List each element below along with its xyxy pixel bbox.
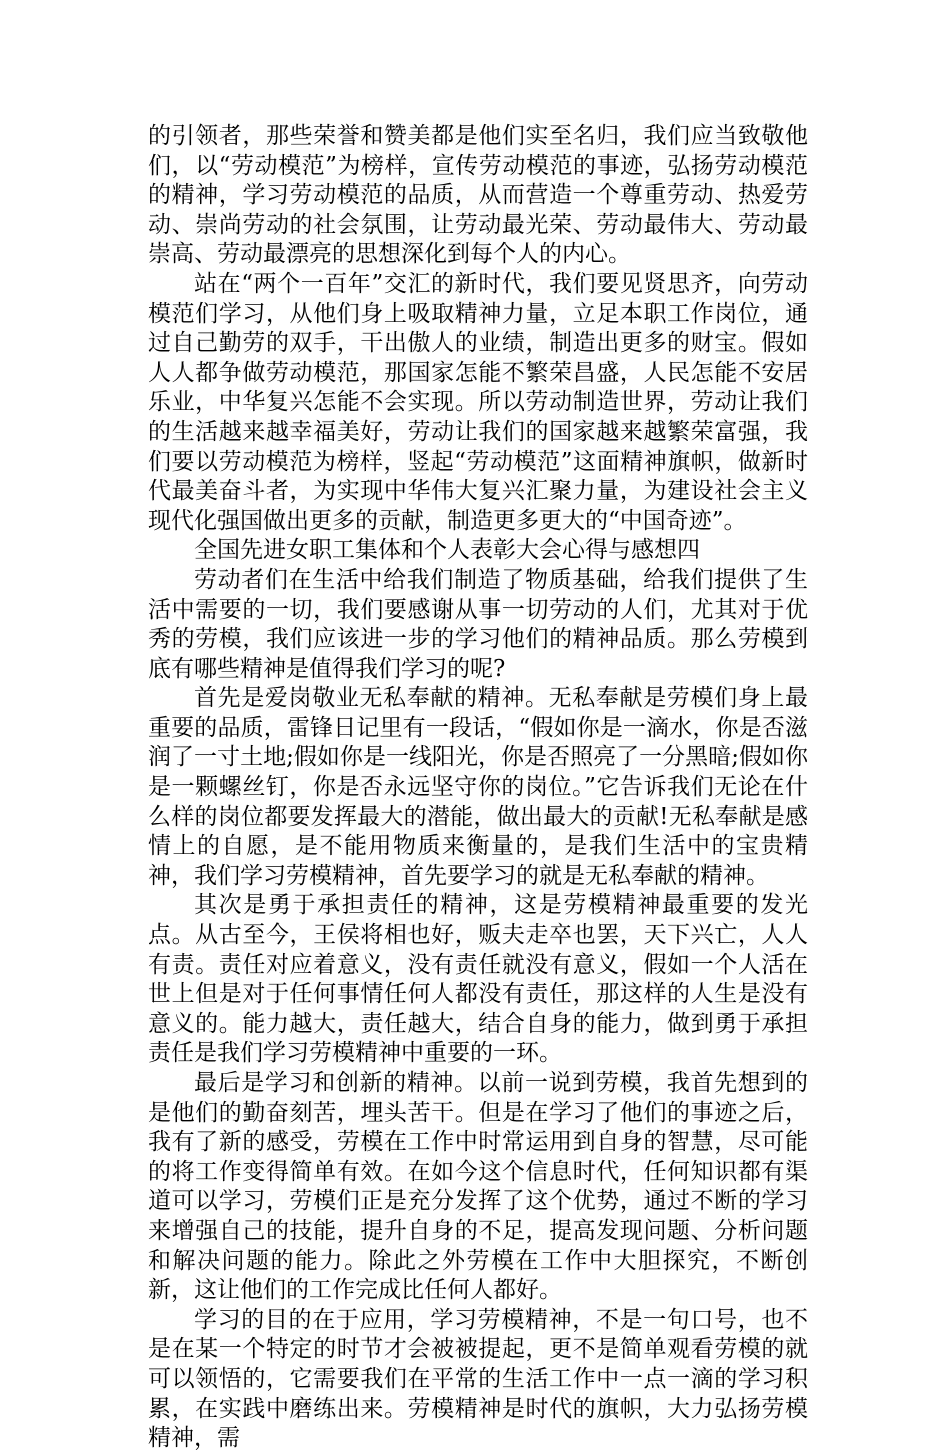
paragraph: 学习的目的在于应用，学习劳模精神，不是一句口号，也不是在某一个特定的时节才会被被提起，更不是简单观看劳模的就可以领悟的，它需要我们在平常的生活工作中一点一滴的学习积累，在实践中磨练出来。劳模精神是时代的旗帜，大力弘扬劳模精神，需 — [148, 1306, 808, 1452]
document-page — [148, 122, 808, 1454]
paragraph-continuation: 的引领者，那些荣誉和赞美都是他们实至名归，我们应当致敬他们，以“劳动模范”为榜样，宣传劳动模范的事迹，弘扬劳动模范的精神，学习劳动模范的品质，从而营造一个尊重劳动、热爱劳动、崇尚劳动的社会氛围，让劳动最光荣、劳动最伟大、劳动最崇高、劳动最漂亮的思想深化到每个人的内心。 — [148, 123, 808, 268]
paragraph: 站在“两个一百年”交汇的新时代，我们要见贤思齐，向劳动模范们学习，从他们身上吸取精神力量，立足本职工作岗位，通过自己勤劳的双手，干出傲人的业绩，制造出更多的财宝。假如人人都争做劳动模范，那国家怎能不繁荣昌盛，人民怎能不安居乐业，中华复兴怎能不会实现。所以劳动制造世界，劳动让我们的生活越来越幸福美好，劳动让我们的国家越来越繁荣富强，我们要以劳动模范为榜样，竖起“劳动模范”这面精神旗帜，做新时代最美奋斗者，为实现中华伟大复兴汇聚力量，为建设社会主义现代化强国做出更多的贡献，制造更多更大的“中国奇迹”。 — [148, 270, 808, 534]
section-heading: 全国先进女职工集体和个人表彰大会心得与感想四 — [194, 537, 700, 564]
paragraph: 首先是爱岗敬业无私奉献的精神。无私奉献是劳模们身上最重要的品质，雷锋日记里有一段话，“假如你是一滴水，你是否滋润了一寸土地;假如你是一线阳光，你是否照亮了一分黑暗;假如你是一颗螺丝钉，你是否永远坚守你的岗位。”它告诉我们无论在什么样的岗位都要发挥最大的潜能，做出最大的贡献!无私奉献是感情上的自愿，是不能用物质来衡量的，是我们生活中的宝贵精神，我们学习劳模精神，首先要学习的就是无私奉献的精神。 — [148, 685, 808, 889]
paragraph: 最后是学习和创新的精神。以前一说到劳模，我首先想到的是他们的勤奋刻苦，埋头苦干。但是在学习了他们的事迹之后，我有了新的感受，劳模在工作中时常运用到自身的智慧，尽可能的将工作变得简单有效。在如今这个信息时代，任何知识都有渠道可以学习，劳模们正是充分发挥了这个优势，通过不断的学习来增强自己的技能，提升自身的不足，提高发现问题、分析问题和解决问题的能力。除此之外劳模在工作中大胆探究，不断创新，这让他们的工作完成比任何人都好。 — [148, 1070, 808, 1304]
paragraph: 其次是勇于承担责任的精神，这是劳模精神最重要的发光点。从古至今，王侯将相也好，贩夫走卒也罢，天下兴亡，人人有责。责任对应着意义，没有责任就没有意义，假如一个人活在世上但是对于任何事情任何人都没有责任，那这样的人生是没有意义的。能力越大，责任越大，结合自身的能力，做到勇于承担责任是我们学习劳模精神中重要的一环。 — [148, 892, 808, 1067]
paragraph: 劳动者们在生活中给我们制造了物质基础，给我们提供了生活中需要的一切，我们要感谢从事一切劳动的人们，尤其对于优秀的劳模，我们应该进一步的学习他们的精神品质。那么劳模到底有哪些精神是值得我们学习的呢? — [148, 566, 808, 682]
